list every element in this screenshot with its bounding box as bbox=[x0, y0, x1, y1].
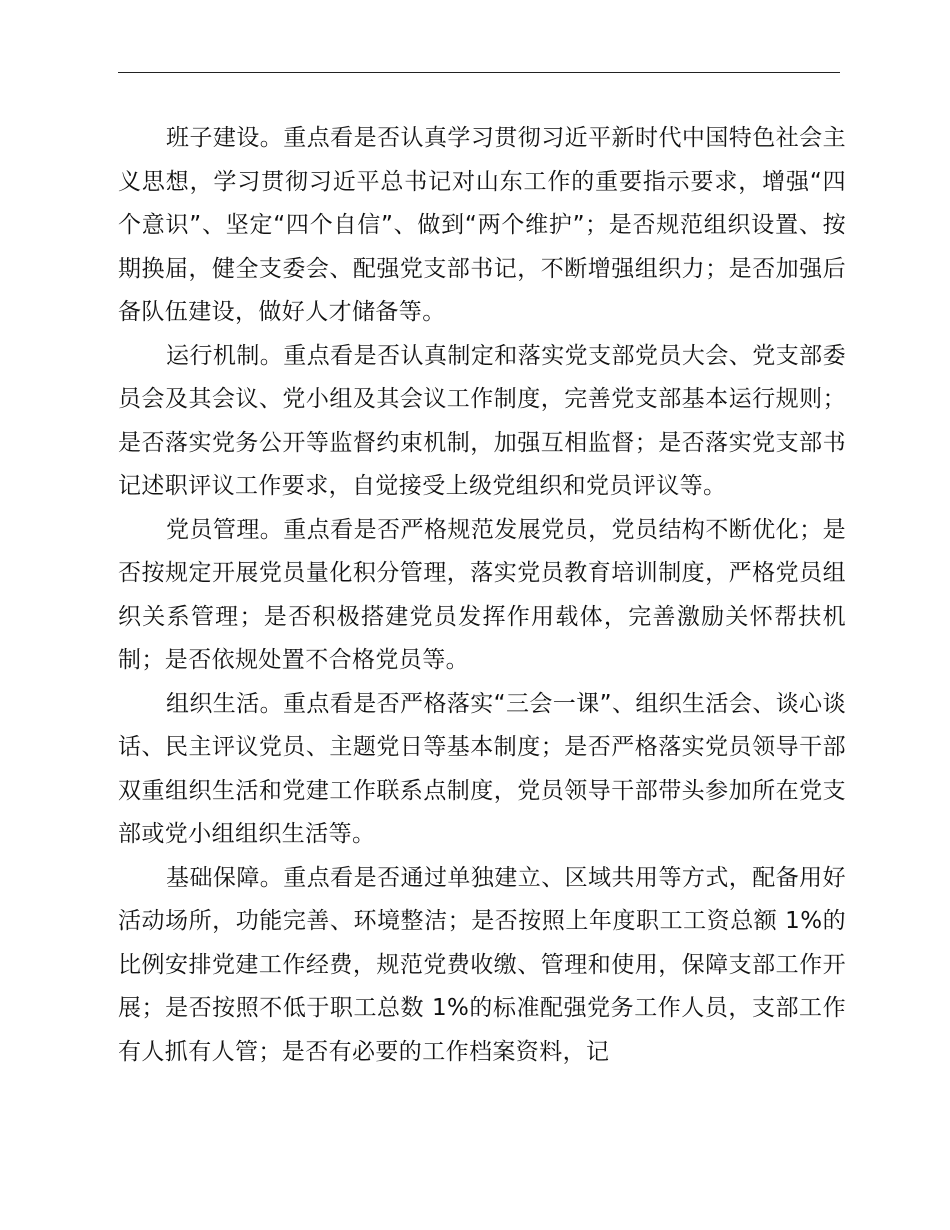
paragraph-organizational-life: 组织生活。重点看是否严格落实“三会一课”、组织生活会、谈心谈话、民主评议党员、主题党日等基本制度；是否严格落实党员领导干部双重组织生活和党建工作联系点制度，党员领导干部带头参加所在党支部或党小组组织生活等。 bbox=[118, 690, 846, 847]
paragraph-member-management: 党员管理。重点看是否严格规范发展党员，党员结构不断优化；是否按规定开展党员量化积分管理，落实党员教育培训制度，严格党员组织关系管理；是否积极搭建党员发挥作用载体，完善激励关怀帮扶机制；是否依规处置不合格党员等。 bbox=[118, 516, 846, 673]
paragraph-operating-mechanism: 运行机制。重点看是否认真制定和落实党支部党员大会、党支部委员会及其会议、党小组及其会议工作制度，完善党支部基本运行规则；是否落实党务公开等监督约束机制，加强互相监督；是否落实党支部书记述职评议工作要求，自觉接受上级党组织和党员评议等。 bbox=[118, 342, 846, 499]
header-rule bbox=[118, 72, 840, 73]
paragraph-team-building: 班子建设。重点看是否认真学习贯彻习近平新时代中国特色社会主义思想，学习贯彻习近平总书记对山东工作的重要指示要求，增强“四个意识”、坚定“四个自信”、做到“两个维护”；是否规范组织设置、按期换届，健全支委会、配强党支部书记，不断增强组织力；是否加强后备队伍建设，做好人才储备等。 bbox=[118, 125, 846, 325]
paragraph-basic-guarantee: 基础保障。重点看是否通过单独建立、区域共用等方式，配备用好活动场所，功能完善、环境整洁；是否按照上年度职工工资总额 1%的比例安排党建工作经费，规范党费收缴、管理和使用，保障支部工作开展；是否按照不低于职工总数 1%的标准配强党务工作人员，支部工作有人抓有人管；是否有必要的工作档案资料，记 bbox=[118, 864, 846, 1065]
document-body bbox=[118, 117, 846, 1074]
